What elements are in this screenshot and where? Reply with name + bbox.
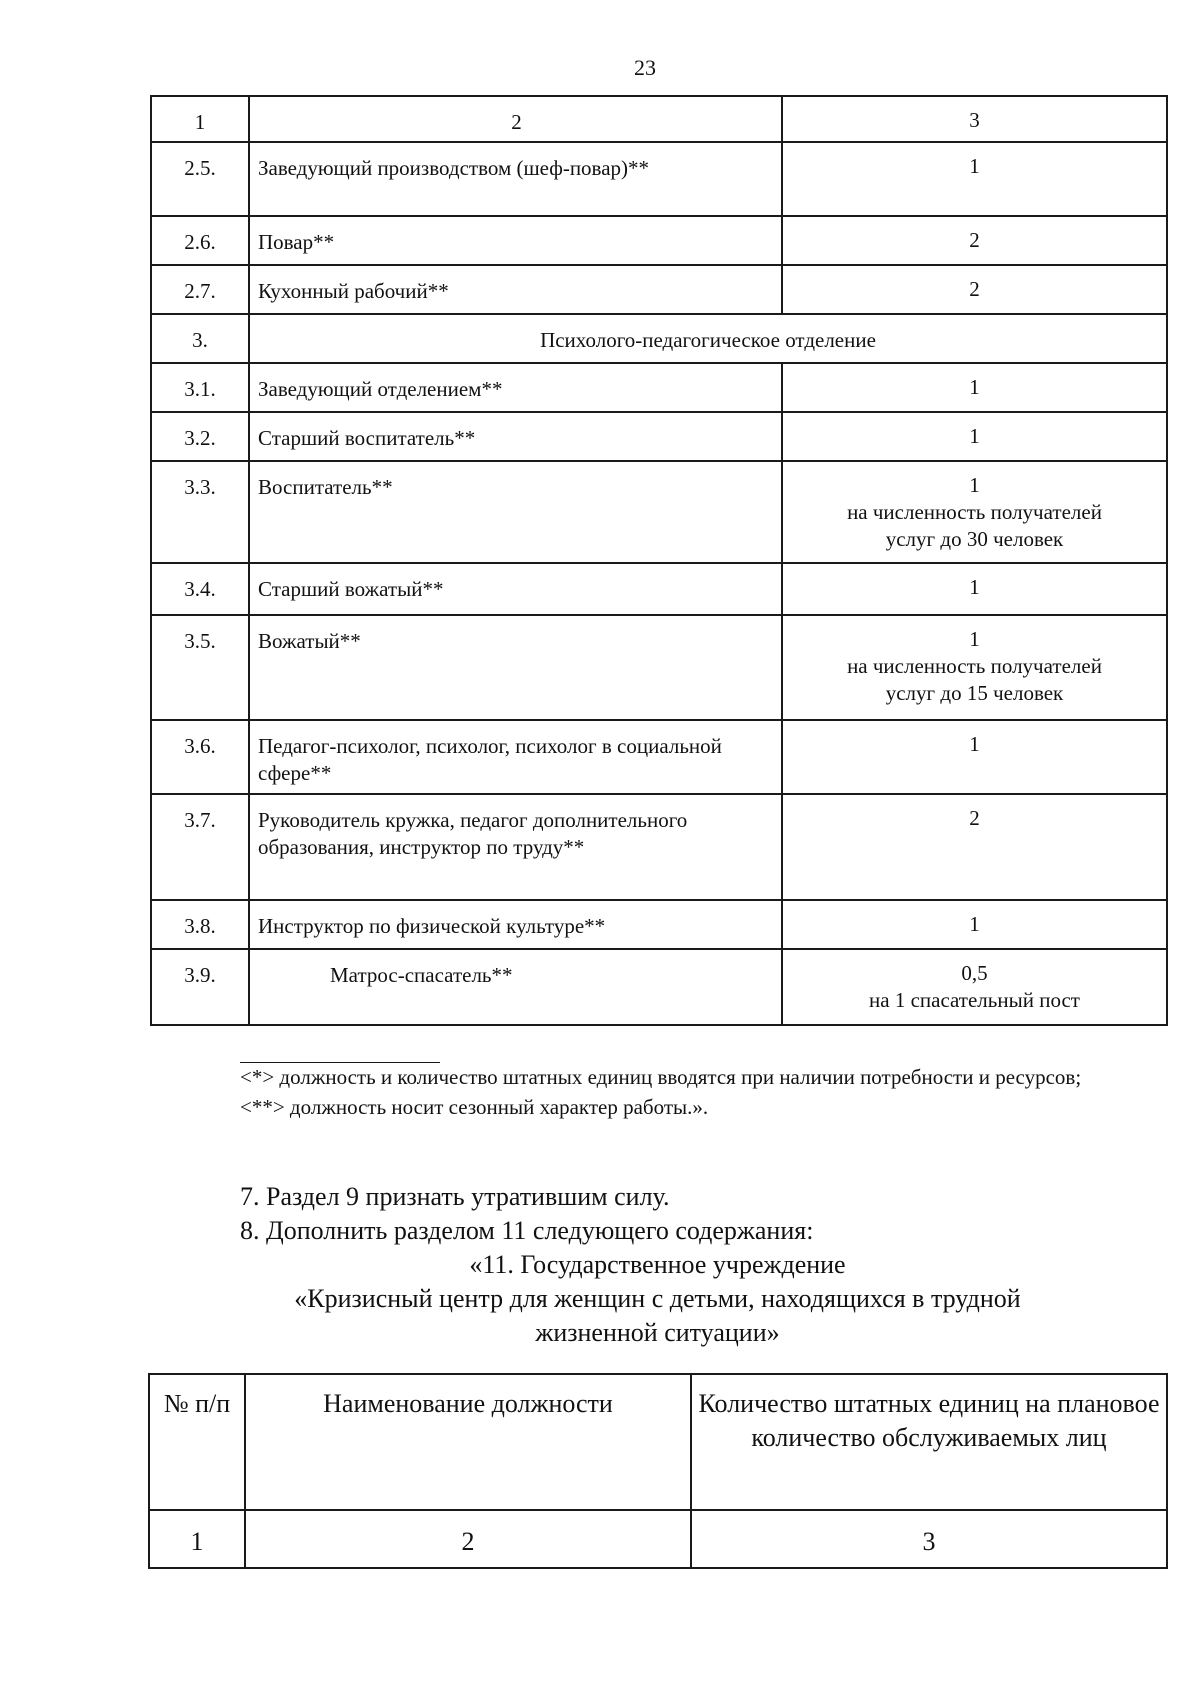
staff-count: 1 <box>782 412 1167 461</box>
position-name: Вожатый** <box>249 615 782 720</box>
row-number: 2.7. <box>151 265 249 314</box>
table-row <box>151 949 1167 1025</box>
page-number: 23 <box>634 55 656 80</box>
staff-count: 2 <box>782 216 1167 265</box>
row-number: 3.1. <box>151 363 249 412</box>
row-number: 2.5. <box>151 142 249 216</box>
column-number: 2 <box>249 96 782 142</box>
row-number: 3.8. <box>151 900 249 949</box>
new-staff-table <box>148 1373 1168 1569</box>
staff-count: 1 <box>969 473 980 497</box>
staff-count: 2 <box>782 794 1167 900</box>
position-name: Заведующий производством (шеф-повар)** <box>249 142 782 216</box>
position-name: Заведующий отделением** <box>249 363 782 412</box>
column-number: 3 <box>691 1510 1167 1568</box>
section-row <box>151 314 1167 363</box>
column-number: 3 <box>782 96 1167 142</box>
staff-count: 1 <box>782 720 1167 794</box>
staff-count: 1 <box>969 627 980 651</box>
staff-count: 2 <box>782 265 1167 314</box>
staff-count: 0,5 <box>961 961 988 985</box>
section-heading-line-2: «Кризисный центр для женщин с детьми, находящихся в трудной <box>294 1284 1021 1313</box>
row-number: 3. <box>151 314 249 363</box>
row-number: 3.6. <box>151 720 249 794</box>
column-number: 2 <box>245 1510 691 1568</box>
table-row <box>151 412 1167 461</box>
table-row <box>151 363 1167 412</box>
table-row <box>151 563 1167 615</box>
position-name: Воспитатель** <box>249 461 782 563</box>
staff-count-note: на численность получателей услуг до 15 человек <box>847 654 1102 705</box>
row-number: 3.4. <box>151 563 249 615</box>
staff-count-note: на 1 спасательный пост <box>869 988 1080 1012</box>
paragraph-8: 8. Дополнить разделом 11 следующего содержания: <box>240 1216 814 1245</box>
column-number: 1 <box>151 96 249 142</box>
staff-count-cell <box>782 615 1167 720</box>
column-number-row <box>151 96 1167 142</box>
row-number: 3.9. <box>151 949 249 1025</box>
table-row <box>151 900 1167 949</box>
row-number: 3.7. <box>151 794 249 900</box>
table-row <box>151 794 1167 900</box>
section-title: Психолого-педагогическое отделение <box>249 314 1167 363</box>
row-number: 3.2. <box>151 412 249 461</box>
row-number: 3.5. <box>151 615 249 720</box>
table-row <box>151 615 1167 720</box>
header-number: № п/п <box>149 1374 245 1510</box>
staff-count-cell <box>782 461 1167 563</box>
body-text <box>160 1180 1155 1350</box>
section-heading-line-1: «11. Государственное учреждение <box>469 1250 846 1279</box>
staff-count: 1 <box>782 900 1167 949</box>
staff-count: 1 <box>782 142 1167 216</box>
position-name: Кухонный рабочий** <box>249 265 782 314</box>
staff-count: 1 <box>782 563 1167 615</box>
position-name: Старший вожатый** <box>249 563 782 615</box>
table-row <box>151 720 1167 794</box>
table-row <box>151 216 1167 265</box>
table-row <box>151 461 1167 563</box>
header-count: Количество штатных единиц на плановое количество обслуживаемых лиц <box>691 1374 1167 1510</box>
column-number: 1 <box>149 1510 245 1568</box>
section-heading-line-3: жизненной ситуации» <box>535 1318 780 1347</box>
row-number: 2.6. <box>151 216 249 265</box>
staff-count: 1 <box>782 363 1167 412</box>
position-name: Матрос-спасатель** <box>249 949 782 1025</box>
table-row <box>151 142 1167 216</box>
staff-count-cell <box>782 949 1167 1025</box>
table-row <box>151 265 1167 314</box>
position-name: Повар** <box>249 216 782 265</box>
paragraph-7: 7. Раздел 9 признать утратившим силу. <box>240 1182 670 1211</box>
footnote-2: <**> должность носит сезонный характер работы.». <box>240 1095 709 1119</box>
column-number-row <box>149 1510 1167 1568</box>
footnote-1: <*> должность и количество штатных единиц вводятся при наличии потребности и ресурсов; <box>240 1065 1082 1089</box>
position-name: Педагог-психолог, психолог, психолог в социальной сфере** <box>249 720 782 794</box>
staff-table <box>150 95 1168 1026</box>
footnotes <box>160 1062 1155 1122</box>
header-row <box>149 1374 1167 1510</box>
row-number: 3.3. <box>151 461 249 563</box>
staff-count-note: на численность получателей услуг до 30 человек <box>847 500 1102 551</box>
position-name: Руководитель кружка, педагог дополнительного образования, инструктор по труду** <box>249 794 782 900</box>
header-position: Наименование должности <box>245 1374 691 1510</box>
position-name: Инструктор по физической культуре** <box>249 900 782 949</box>
position-name: Старший воспитатель** <box>249 412 782 461</box>
